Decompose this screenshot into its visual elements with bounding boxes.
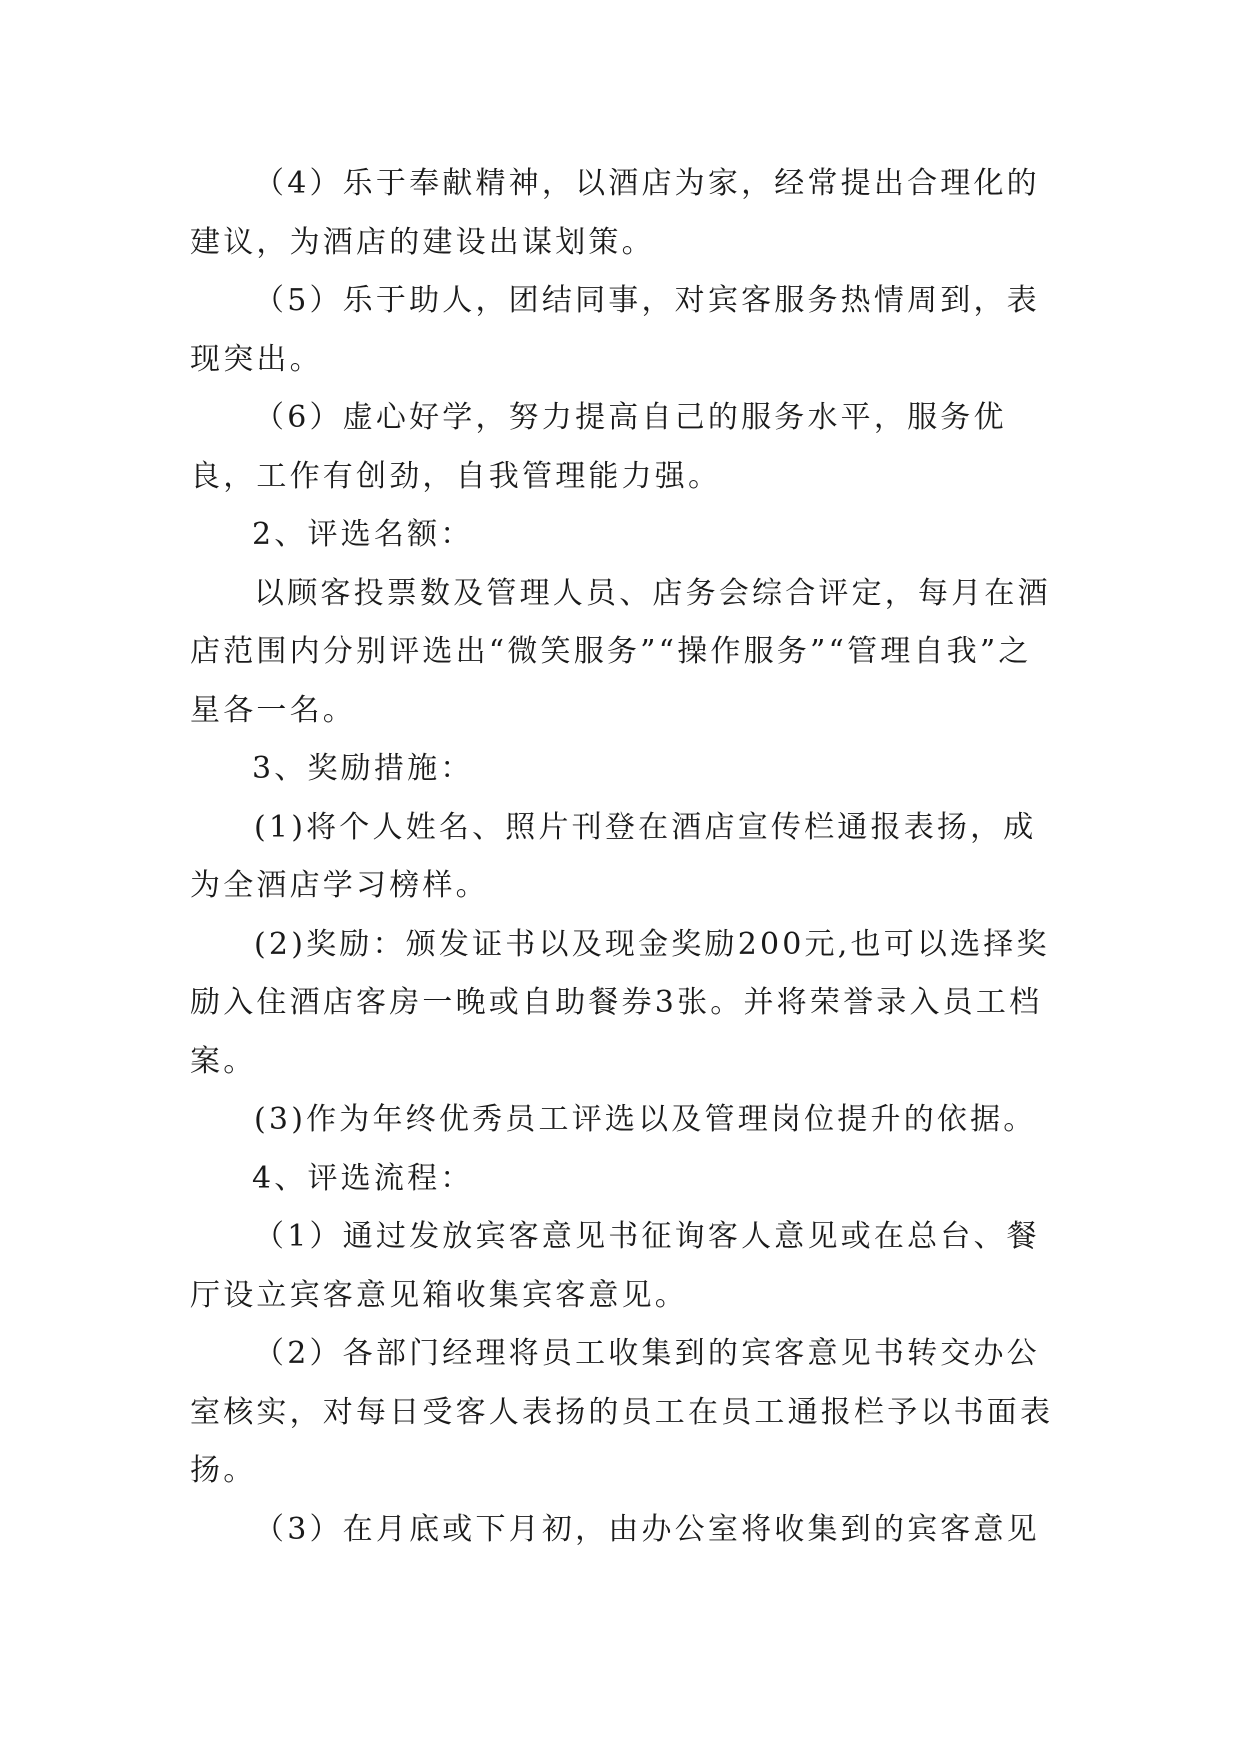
- paragraph-reward-2: (2)奖励：颁发证书以及现金奖励200元,也可以选择奖励入住酒店客房一晚或自助餐券3张。并将荣誉录入员工档案。: [190, 926, 1050, 1079]
- paragraph-criterion-5: （5）乐于助人，团结同事，对宾客服务热情周到，表现突出。: [190, 283, 1040, 377]
- heading-selection-quota: 2、评选名额：: [252, 517, 474, 552]
- paragraph-selection-quota: 以顾客投票数及管理人员、店务会综合评定，每月在酒店范围内分别评选出“微笑服务”“操作服务”“管理自我”之星各一名。: [190, 575, 1051, 728]
- heading-reward-measures: 3、奖励措施：: [252, 751, 474, 786]
- paragraph-process-3: （3）在月底或下月初，由办公室将收集到的宾客意见: [254, 1511, 1040, 1547]
- paragraph-criterion-4: （4）乐于奉献精神，以酒店为家，经常提出合理化的建议，为酒店的建设出谋划策。: [190, 166, 1040, 260]
- paragraph-reward-1: (1)将个人姓名、照片刊登在酒店宣传栏通报表扬，成为全酒店学习榜样。: [190, 809, 1037, 903]
- paragraph-process-1: （1）通过发放宾客意见书征询客人意见或在总台、餐厅设立宾客意见箱收集宾客意见。: [190, 1219, 1040, 1313]
- document-body: [190, 155, 1060, 1559]
- heading-selection-process: 4、评选流程：: [252, 1160, 474, 1196]
- paragraph-reward-3: (3)作为年终优秀员工评选以及管理岗位提升的依据。: [254, 1102, 1037, 1137]
- paragraph-process-2: （2）各部门经理将员工收集到的宾客意见书转交办公室核实，对每日受客人表扬的员工在员工通报栏予以书面表扬。: [190, 1336, 1054, 1488]
- paragraph-criterion-6: （6）虚心好学，努力提高自己的服务水平，服务优良，工作有创劲，自我管理能力强。: [190, 400, 1007, 494]
